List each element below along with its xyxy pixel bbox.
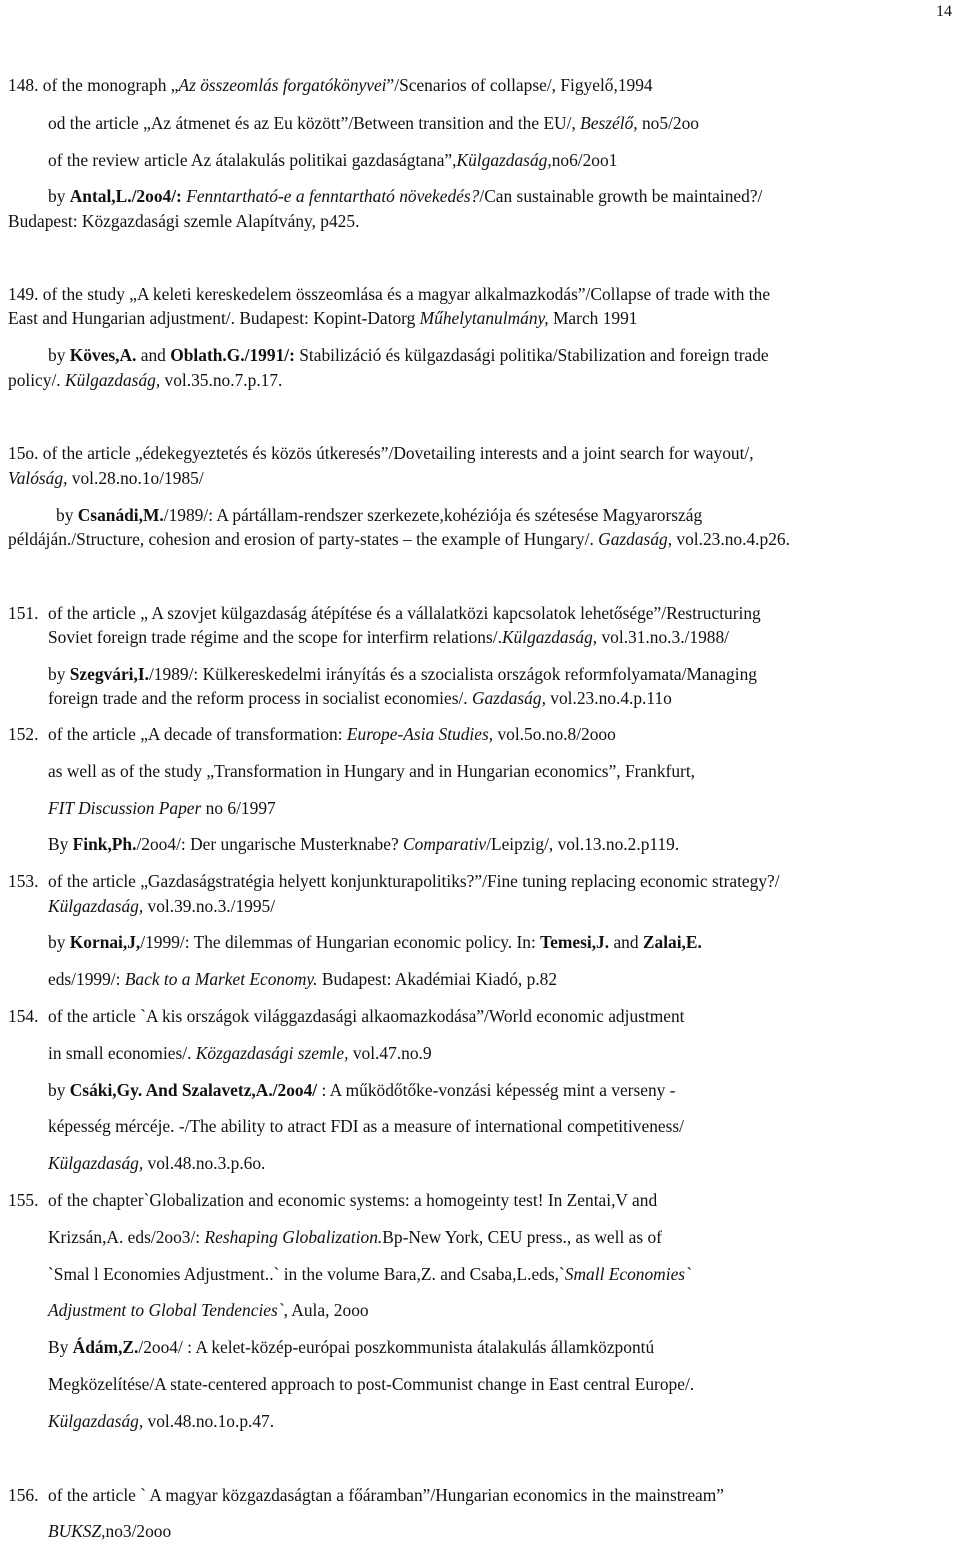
text: /2oo4/ : A kelet-közép-európai poszkommunista átalakulás államközpontú: [138, 1337, 655, 1357]
text: by: [56, 505, 78, 525]
italic-series: FIT Discussion Paper: [48, 798, 202, 818]
entry-156-line-1-num: 156.: [8, 1485, 39, 1505]
entry-152-line-1-num: 152.: [8, 724, 39, 744]
text: /1989/: A pártállam-rendszer szerkezete,kohéziója és szétesése Magyarország: [163, 505, 703, 525]
text: By: [48, 1337, 73, 1357]
italic-title: Reshaping Globalization.: [204, 1227, 383, 1247]
text: Bp-New York, CEU press., as well as of: [382, 1227, 662, 1247]
entry-151-line-3: [48, 663, 757, 685]
entry-150-line-1: 15o. of the article „édekegyeztetés és közös útkeresés”/Dovetailing interests and a joint search for wayout/,: [8, 443, 754, 463]
text: /Leipzig/, vol.13.no.2.p119.: [486, 834, 680, 854]
author: Kornai,J,: [69, 932, 141, 952]
text: vol.23.no.4.p26.: [672, 529, 790, 549]
entry-150-line-4: [8, 528, 790, 550]
text: by: [48, 345, 70, 365]
text: and: [136, 345, 171, 365]
entry-number: 148.: [8, 75, 43, 95]
italic-journal: Gazdaság,: [598, 529, 673, 549]
text: vol.35.no.7.p.17.: [160, 370, 283, 390]
entry-149-line-1: 149. of the study „A keleti kereskedelem összeomlása és a magyar alkalmazkodás”/Collapse of trade with the: [8, 284, 771, 304]
entry-153-line-4: [48, 968, 557, 990]
text: By: [48, 834, 73, 854]
text: példáján./Structure, cohesion and erosion of party-states – the example of Hungary/.: [8, 529, 599, 549]
entry-153-line-1: of the article „Gazdaságstratégia helyett konjunkturapolitiks?”/Fine tuning replacing economic strategy?/: [48, 871, 780, 891]
entry-155-line-7: [48, 1410, 274, 1432]
entry-148-line-2: [48, 112, 699, 134]
italic-journal: Külgazdaság,: [456, 150, 552, 170]
entry-151-line-1: of the article „ A szovjet külgazdaság átépítése és a vállalatközi kapcsolatok lehetősége”/Restructuring: [48, 603, 761, 623]
entry-152-line-1: [48, 723, 616, 745]
text: no6/2oo1: [551, 150, 618, 170]
entry-149-line-3: [48, 344, 769, 366]
entry-154-line-1: of the article `A kis országok világgazdasági alkaomazkodása”/World economic adjustment: [48, 1006, 685, 1026]
text: , Aula, 2ooo: [283, 1300, 369, 1320]
entry-148-line-3: [48, 149, 617, 171]
italic-series: Műhelytanulmány,: [419, 308, 549, 328]
entry-155-line-4: [48, 1299, 369, 1321]
text: od the article „Az átmenet és az Eu között”/Between transition and the EU/,: [48, 113, 581, 133]
author: Zalai,E.: [642, 932, 702, 952]
entry-153-line-1-num: 153.: [8, 871, 39, 891]
entry-156-line-1: of the article ` A magyar közgazdaságtan a főáramban”/Hungarian economics in the mainstream”: [48, 1485, 725, 1505]
italic-journal: Gazdaság,: [472, 688, 546, 708]
entry-155-line-3: [48, 1263, 691, 1285]
entry-153-line-3: [48, 931, 702, 953]
text: in small economies/.: [48, 1043, 196, 1063]
italic-title: Fenntartható-e a fenntartható növekedés?: [181, 186, 480, 206]
text: by: [48, 186, 70, 206]
entry-150-line-2: [8, 467, 204, 489]
author: Csanádi,M.: [77, 505, 164, 525]
text: `Smal l Economies Adjustment..` in the volume Bara,Z. and Csaba,L.eds,`: [48, 1264, 565, 1284]
italic-title: Az összeomlás forgatókönyvei: [178, 75, 387, 95]
italic-journal: Europe-Asia Studies,: [346, 724, 494, 744]
text: no5/2oo: [637, 113, 699, 133]
italic-journal: BUKSZ,: [48, 1521, 106, 1541]
entry-148-line-4: [48, 185, 762, 207]
text: Soviet foreign trade régime and the scope for interfirm relations/.: [48, 627, 502, 647]
text: /1989/: Külkereskedelmi irányítás és a szocialista országok reformfolyamata/Managing: [148, 664, 757, 684]
entry-155-line-1: of the chapter`Globalization and economic systems: a homogeinty test! In Zentai,V and: [48, 1190, 658, 1210]
entry-155-line-2: [48, 1226, 662, 1248]
italic-journal: Valóság,: [8, 468, 68, 488]
text: vol.31.no.3./1988/: [597, 627, 730, 647]
entry-153-line-2: [48, 895, 275, 917]
text: March 1991: [548, 308, 638, 328]
entry-150-line-3: [56, 504, 702, 526]
entry-154-line-2: [48, 1042, 432, 1064]
italic-journal: Külgazdaság,: [48, 896, 144, 916]
text: ”/Scenarios of collapse/, Figyelő,1994: [386, 75, 653, 95]
entry-152-line-4: [48, 833, 679, 855]
text: no3/2ooo: [105, 1521, 172, 1541]
italic-title: Back to a Market Economy.: [124, 969, 318, 989]
author: Csáki,Gy. And Szalavetz,A./2oo4/: [69, 1080, 318, 1100]
text: vol.47.no.9: [348, 1043, 432, 1063]
text: of the monograph „: [42, 75, 179, 95]
text: eds/1999/:: [48, 969, 125, 989]
text: no 6/1997: [201, 798, 276, 818]
entry-155-line-1-num: 155.: [8, 1190, 39, 1210]
text: vol.23.no.4.p.11o: [545, 688, 672, 708]
text: foreign trade and the reform process in socialist economies/.: [48, 688, 472, 708]
entry-152-line-2: as well as of the study „Transformation in Hungary and in Hungarian economics”, Frankfurt,: [48, 761, 696, 781]
text: by: [48, 1080, 70, 1100]
entry-154-line-5: [48, 1152, 265, 1174]
text: vol.39.no.3./1995/: [143, 896, 276, 916]
author: Oblath.G./1991/:: [170, 345, 295, 365]
text: by: [48, 664, 70, 684]
author: Temesi,J.: [540, 932, 610, 952]
italic-journal: Külgazdaság,: [65, 370, 161, 390]
entry-154-line-3: [48, 1079, 675, 1101]
text: /1999/: The dilemmas of Hungarian economic policy. In:: [140, 932, 541, 952]
entry-154-line-1-num: 154.: [8, 1006, 39, 1026]
entry-155-line-6: Megközelítése/A state-centered approach to post-Communist change in East central Europe/.: [48, 1374, 695, 1394]
text: Budapest: Akadémiai Kiadó, p.82: [317, 969, 558, 989]
entry-152-line-3: [48, 797, 276, 819]
italic-journal: Külgazdaság,: [501, 627, 598, 647]
text: vol.5o.no.8/2ooo: [493, 724, 616, 744]
entry-156-line-2: [48, 1520, 171, 1542]
entry-151-line-2: [48, 626, 729, 648]
text: vol.48.no.3.p.6o.: [143, 1153, 266, 1173]
entry-149-line-2: [8, 307, 638, 329]
author: Fink,Ph.: [72, 834, 137, 854]
entry-149-line-4: [8, 369, 282, 391]
italic-journal: Közgazdasági szemle,: [195, 1043, 349, 1063]
author: Szegvári,I.: [69, 664, 149, 684]
entry-151-line-4: [48, 687, 672, 709]
entry-148-line-5: Budapest: Közgazdasági szemle Alapítvány, p425.: [8, 211, 360, 231]
text: /Can sustainable growth be maintained?/: [479, 186, 763, 206]
entry-154-line-4: képesség mércéje. -/The ability to atract FDI as a measure of international competitiveness/: [48, 1116, 684, 1136]
italic-journal: Külgazdaság,: [48, 1153, 144, 1173]
page-number: 14: [936, 3, 952, 20]
text: of the review article Az átalakulás politikai gazdaságtana”,: [48, 150, 457, 170]
author: Antal,L./2oo4/:: [69, 186, 182, 206]
text: East and Hungarian adjustment/. Budapest: Kopint-Datorg: [8, 308, 420, 328]
entry-155-line-5: [48, 1336, 654, 1358]
author: Ádám,Z.: [72, 1337, 139, 1357]
italic-title: Small Economies`: [564, 1264, 691, 1284]
text: Stabilizáció és külgazdasági politika/Stabilization and foreign trade: [294, 345, 769, 365]
italic-journal: Comparativ: [403, 834, 487, 854]
text: by: [48, 932, 70, 952]
text: /2oo4/: Der ungarische Musterknabe?: [136, 834, 404, 854]
text: Krizsán,A. eds/2oo3/:: [48, 1227, 205, 1247]
entry-148-line-1: [8, 74, 653, 96]
text: vol.28.no.1o/1985/: [67, 468, 204, 488]
italic-journal: Beszélő,: [580, 113, 638, 133]
italic-title: Adjustment to Global Tendencies`: [48, 1300, 284, 1320]
text: vol.48.no.1o.p.47.: [143, 1411, 275, 1431]
italic-journal: Külgazdaság,: [48, 1411, 144, 1431]
text: : A működőtőke-vonzási képesség mint a verseny -: [317, 1080, 676, 1100]
text: of the article „A decade of transformation:: [48, 724, 347, 744]
entry-151-line-1-num: 151.: [8, 603, 39, 623]
text: policy/.: [8, 370, 65, 390]
author: Köves,A.: [69, 345, 137, 365]
text: and: [609, 932, 643, 952]
